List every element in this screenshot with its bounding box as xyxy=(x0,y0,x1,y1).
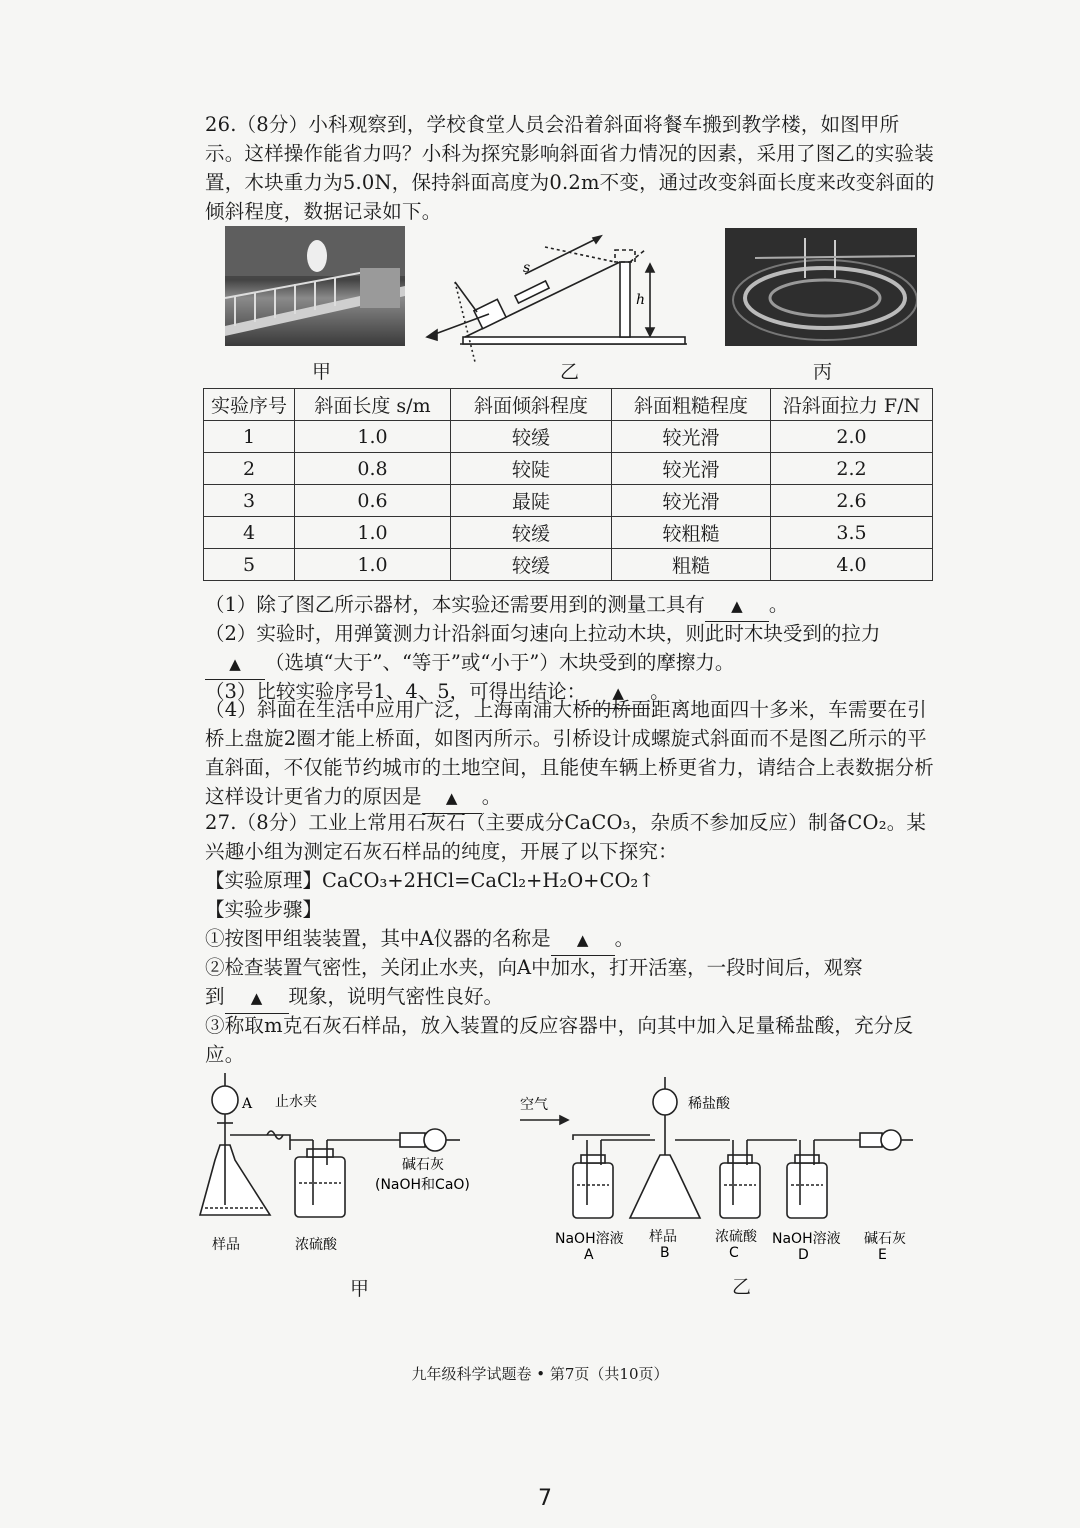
ramp-photo-illustration xyxy=(225,226,405,346)
q27-step2-line1: ②检查装置气密性，关闭止水夹，向A中加水，打开活塞，一段时间后，观察 xyxy=(205,956,863,979)
label-lime-e: 碱石灰 xyxy=(864,1231,906,1247)
page-footer: 九年级科学试题卷 • 第7页（共10页） xyxy=(411,1365,669,1383)
table-header: 斜面倾斜程度 xyxy=(451,389,612,421)
table-row xyxy=(204,421,933,453)
table-cell: 2.0 xyxy=(771,421,933,453)
label-naoh-d: NaOH溶液 xyxy=(772,1231,841,1247)
q27-principle: 【实验原理】CaCO₃+2HCl=CaCl₂+H₂O+CO₂↑ xyxy=(205,869,655,892)
table-cell: 较缓 xyxy=(451,421,612,453)
table-cell: 2 xyxy=(204,453,295,485)
table-cell: 2.2 xyxy=(771,453,933,485)
bridge-photo-illustration xyxy=(725,228,917,346)
table-row xyxy=(204,485,933,517)
table-header: 斜面粗糙程度 xyxy=(612,389,771,421)
q26-sub2-line2: ▲ （选填“大于”、“等于”或“小于”）木块受到的摩擦力。 xyxy=(205,648,734,680)
table-cell: 最陡 xyxy=(451,485,612,517)
table-cell: 4.0 xyxy=(771,549,933,581)
answer-blank[interactable]: ▲ xyxy=(586,677,650,709)
label-s: s xyxy=(523,260,531,276)
incline-data-table xyxy=(203,388,933,581)
table-cell: 0.8 xyxy=(295,453,451,485)
answer-blank[interactable]: ▲ xyxy=(225,982,289,1014)
table-cell: 0.6 xyxy=(295,485,451,517)
table-cell: 2.6 xyxy=(771,485,933,517)
table-header: 沿斜面拉力 F/N xyxy=(771,389,933,421)
table-cell: 较光滑 xyxy=(612,485,771,517)
fig-apparatus-yi xyxy=(515,1065,925,1265)
letter-a: A xyxy=(584,1247,594,1263)
fig-caption-apparatus-yi: 乙 xyxy=(732,1276,752,1298)
letter-b: B xyxy=(660,1245,670,1261)
fig-yi-incline-diagram xyxy=(415,222,695,362)
fig-jia-photo xyxy=(225,226,405,346)
q26-intro: 26.（8分）小科观察到，学校食堂人员会沿着斜面将餐车搬到教学楼，如图甲所示。这样操作能省力吗？小科为探究影响斜面省力情况的因素，采用了图乙的实验装置，木块重力为5.0N，保持斜面高度为0.2m不变，通过改变斜面长度来改变斜面的倾斜程度，数据记录如下。 xyxy=(205,113,935,223)
label-acid-c: 浓硫酸 xyxy=(715,1229,757,1245)
q27-intro: 27.（8分）工业上常用石灰石（主要成分CaCO₃，杂质不参加反应）制备CO₂。某兴趣小组为测定石灰石样品的纯度，开展了以下探究： xyxy=(205,811,927,863)
label-acid: 浓硫酸 xyxy=(295,1237,337,1253)
fig-caption-apparatus-jia: 甲 xyxy=(350,1278,370,1300)
label-sample-b: 样品 xyxy=(649,1229,677,1245)
table-cell: 5 xyxy=(204,549,295,581)
answer-blank[interactable]: ▲ xyxy=(205,648,265,680)
q26-sub1: （1）除了图乙所示器材，本实验还需要用到的测量工具有 ▲ 。 xyxy=(205,590,788,622)
table-cell: 3.5 xyxy=(771,517,933,549)
table-cell: 1.0 xyxy=(295,549,451,581)
label-h: h xyxy=(636,292,646,308)
table-cell: 1.0 xyxy=(295,517,451,549)
fig-caption-jia: 甲 xyxy=(312,361,332,383)
fig-bing-photo xyxy=(725,228,917,346)
table-row xyxy=(204,517,933,549)
letter-d: D xyxy=(798,1247,809,1263)
label-hcl: 稀盐酸 xyxy=(688,1096,730,1112)
answer-blank[interactable]: ▲ xyxy=(551,924,615,956)
table-row xyxy=(204,453,933,485)
label-sample: 样品 xyxy=(212,1237,240,1253)
table-cell: 1.0 xyxy=(295,421,451,453)
q26-sub4: （4）斜面在生活中应用广泛，上海南浦大桥的桥面距离地面四十多米，车需要在引桥上盘旋2圈才能上桥面，如图丙所示。引桥设计成螺旋式斜面而不是图乙所示的平直斜面，不仅能节约城市的土地空间，且能使车辆上桥更省力，请结合上表数据分析这样设计更省力的原因是 ▲ 。 xyxy=(205,695,935,814)
fig-apparatus-jia xyxy=(195,1065,485,1265)
label-lime-sub: (NaOH和CaO) xyxy=(375,1177,470,1193)
table-cell: 较缓 xyxy=(451,549,612,581)
label-clamp: 止水夹 xyxy=(275,1094,317,1110)
table-cell: 较光滑 xyxy=(612,421,771,453)
table-cell: 较粗糙 xyxy=(612,517,771,549)
answer-blank[interactable]: ▲ xyxy=(422,782,482,814)
table-cell: 较陡 xyxy=(451,453,612,485)
table-cell: 较缓 xyxy=(451,517,612,549)
letter-e: E xyxy=(878,1247,887,1263)
q26-sub2-line1: （2）实验时，用弹簧测力计沿斜面匀速向上拉动木块，则此时木块受到的拉力 xyxy=(205,622,881,645)
letter-c: C xyxy=(729,1245,739,1261)
fig-caption-bing: 丙 xyxy=(813,361,833,383)
label-lime: 碱石灰 xyxy=(402,1157,444,1173)
table-row xyxy=(204,549,933,581)
q27-step2-line2: 到 ▲ 现象，说明气密性良好。 xyxy=(205,982,503,1014)
page-number: 7 xyxy=(538,1486,552,1511)
answer-blank[interactable]: ▲ xyxy=(705,590,769,622)
q27-step3: ③称取m克石灰石样品，放入装置的反应容器中，向其中加入足量稀盐酸，充分反应。 xyxy=(205,1014,914,1066)
table-header: 实验序号 xyxy=(204,389,295,421)
table-cell: 较光滑 xyxy=(612,453,771,485)
table-cell: 4 xyxy=(204,517,295,549)
table-cell: 1 xyxy=(204,421,295,453)
table-cell: 粗糙 xyxy=(612,549,771,581)
table-cell: 3 xyxy=(204,485,295,517)
table-header-row xyxy=(204,389,933,421)
q27-step1: ①按图甲组装装置，其中A仪器的名称是 ▲ 。 xyxy=(205,924,634,956)
label-naoh-a: NaOH溶液 xyxy=(555,1231,624,1247)
q27-steps-title: 【实验步骤】 xyxy=(205,898,323,921)
fig-caption-yi: 乙 xyxy=(560,361,580,383)
table-header: 斜面长度 s/m xyxy=(295,389,451,421)
label-a: A xyxy=(242,1096,253,1112)
label-air: 空气 xyxy=(520,1097,548,1113)
q26-sub3: （3）比较实验序号1、4、5，可得出结论： ▲ 。 xyxy=(205,677,670,709)
